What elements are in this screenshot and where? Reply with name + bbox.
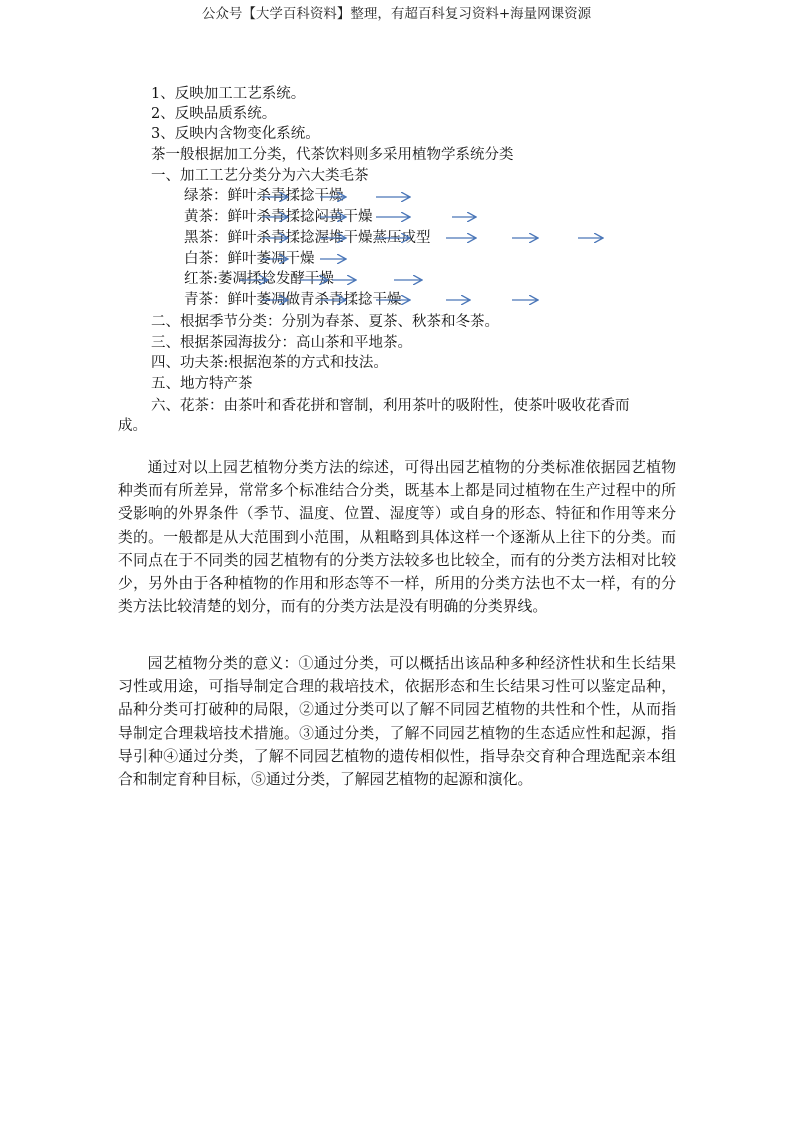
- section-6: 六、花茶：由茶叶和香花拼和窨制，利用茶叶的吸附性，使茶叶吸收花香而: [151, 398, 630, 414]
- process-yellow-tea: [184, 207, 373, 227]
- process-steps: 鲜叶杀青揉捻干燥: [227, 188, 344, 204]
- process-steps: 鲜叶杀青揉捻渥堆干燥蒸压成型: [227, 230, 431, 246]
- section-5: 五、地方特产茶: [151, 376, 253, 392]
- tea-name: 青茶：: [184, 292, 228, 308]
- page-header: 公众号【大学百科资料】整理，有超百科复习资料+海量网课资源: [201, 6, 592, 22]
- tea-name: 绿茶：: [184, 188, 228, 204]
- section-6-continued: 成。: [118, 418, 147, 434]
- process-dark-tea: [184, 228, 431, 248]
- process-red-tea: [184, 269, 334, 289]
- section-4: 四、功夫茶:根据泡茶的方式和技法。: [151, 355, 388, 371]
- tea-name: 红茶:: [184, 271, 218, 287]
- process-steps: 鲜叶杀青揉捻闷黄干燥: [227, 209, 373, 225]
- process-green-tea: [184, 186, 344, 206]
- section-1-heading: 一、加工工艺分类分为六大类毛茶: [151, 168, 369, 184]
- section-2: 二、根据季节分类：分别为春茶、夏茶、秋茶和冬茶。: [151, 314, 499, 330]
- process-steps: 鲜叶萎凋干燥: [227, 251, 315, 267]
- system-item-3: 3、反映内含物变化系统。: [151, 126, 320, 142]
- process-steps: 鲜叶萎凋做青杀青揉捻干燥: [227, 292, 402, 308]
- significance-paragraph: 园艺植物分类的意义：①通过分类，可以概括出该品种多种经济性状和生长结果习性或用途，可指导制定合理的栽培技术，依据形态和生长结果习性可以鉴定品种，品种分类可打破种的局限，②通过分类可以了解不同园艺植物的共性和个性，从而指导制定合理栽培技术措施。③通过分类，了解不同园艺植物的生态适应性和起源，指导引种④通过分类，了解不同园艺植物的遗传相似性，指导杂交育种合理选配亲本组合和制定育种目标，⑤通过分类，了解园艺植物的起源和演化。: [118, 655, 676, 789]
- section-3: 三、根据茶园海拔分：高山茶和平地茶。: [151, 335, 412, 351]
- process-white-tea: [184, 249, 315, 269]
- tea-name: 黄茶：: [184, 209, 228, 225]
- system-item-2: 2、反映品质系统。: [151, 106, 277, 122]
- tea-name: 白茶：: [184, 251, 228, 267]
- intro-line: 茶一般根据加工分类，代茶饮料则多采用植物学系统分类: [151, 147, 514, 163]
- tea-name: 黑茶：: [184, 230, 228, 246]
- summary-paragraph: 通过对以上园艺植物分类方法的综述，可得出园艺植物的分类标准依据园艺植物种类而有所差异，常常多个标准结合分类，既基本上都是同过植物在生产过程中的所受影响的外界条件（季节、温度、位置、湿度等）或自身的形态、特征和作用等来分类的。一般都是从大范围到小范围，从粗略到具体这样一个逐渐从上往下的分类。而不同点在于不同类的园艺植物有的分类方法较多也比较全，而有的分类方法相对比较少，另外由于各种植物的作用和形态等不一样，所用的分类方法也不太一样，有的分类方法比较清楚的划分，而有的分类方法是没有明确的分类界线。: [118, 459, 676, 616]
- system-item-1: 1、反映加工工艺系统。: [151, 86, 306, 102]
- process-steps: 萎凋揉捻发酵干燥: [217, 271, 334, 287]
- process-oolong-tea: [184, 290, 402, 310]
